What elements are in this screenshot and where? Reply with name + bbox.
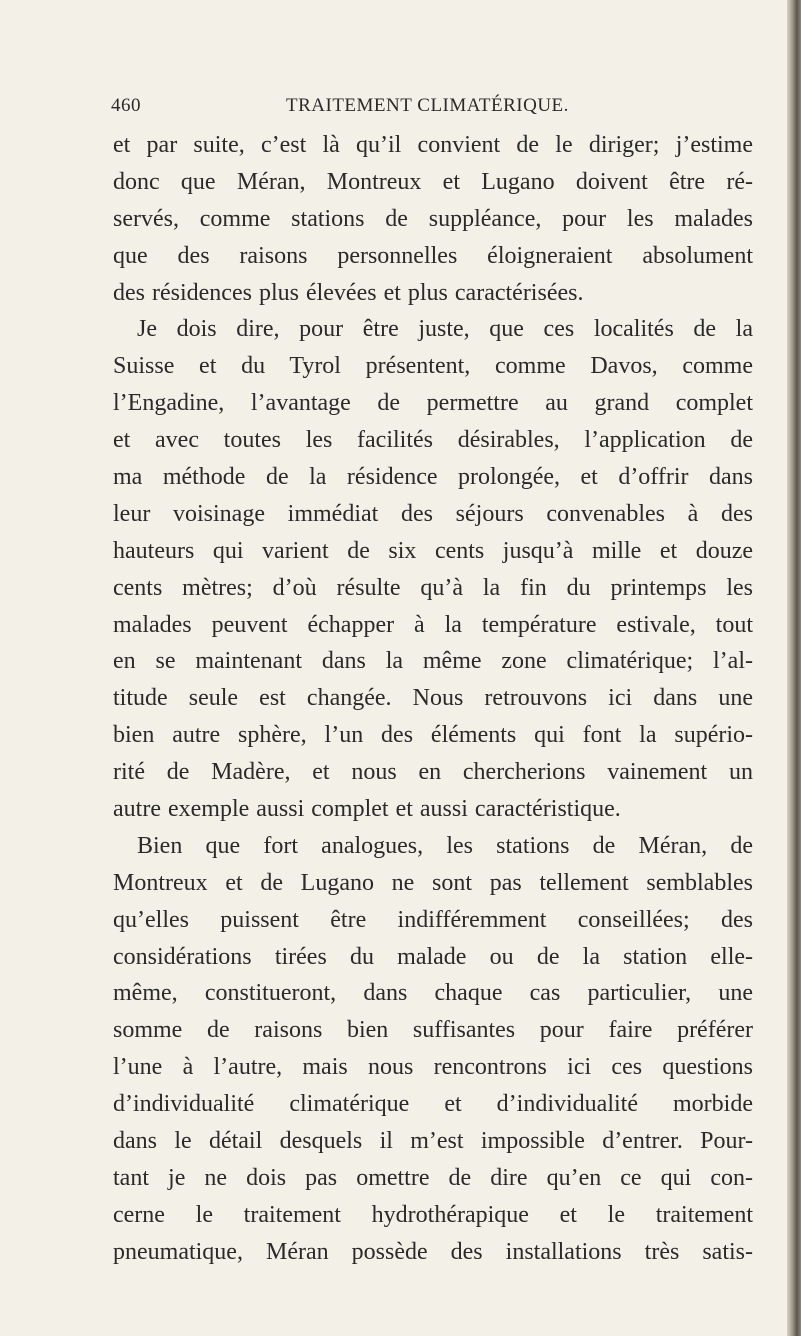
running-title: TRAITEMENT CLIMATÉRIQUE. [286, 95, 569, 116]
text-line: tant je ne dois pas omettre de dire qu’en ce qui con- [113, 1164, 753, 1191]
text-line: que des raisons personnelles éloigneraient absolument [113, 242, 753, 269]
text-line: rité de Madère, et nous en chercherions vainement un [113, 759, 753, 786]
text-line: dans le détail desquels il m’est impossible d’entrer. Pour- [113, 1128, 753, 1155]
text-line: et par suite, c’est là qu’il convient de le diriger; j’estime [113, 132, 753, 158]
text-line: malades peuvent échapper à la température estivale, tout [113, 611, 753, 638]
text-line: en se maintenant dans la même zone climatérique; l’al- [113, 648, 753, 675]
text-line: l’Engadine, l’avantage de permettre au grand complet [113, 390, 753, 417]
page-number: 460 [111, 95, 141, 116]
text-line: donc que Méran, Montreux et Lugano doivent être ré- [113, 168, 753, 195]
text-line: même, constitueront, dans chaque cas particulier, une [113, 980, 753, 1007]
text-line: cerne le traitement hydrothérapique et le traitement [113, 1201, 753, 1228]
text-line: autre exemple aussi complet et aussi caractéristique. [113, 796, 621, 823]
text-line: et avec toutes les facilités désirables, l’application de [113, 427, 753, 454]
text-line: titude seule est changée. Nous retrouvons ici dans une [113, 685, 753, 712]
text-line: hauteurs qui varient de six cents jusqu’à mille et douze [113, 537, 753, 564]
text-line: considérations tirées du malade ou de la station elle- [113, 943, 753, 970]
text-line: somme de raisons bien suffisantes pour faire préférer [113, 1017, 753, 1044]
text-line: Bien que fort analogues, les stations de Méran, de [137, 832, 753, 859]
text-line: Je dois dire, pour être juste, que ces localités de la [137, 316, 753, 343]
text-line: l’une à l’autre, mais nous rencontrons ici ces questions [113, 1054, 753, 1081]
text-line: servés, comme stations de suppléance, pour les malades [113, 205, 753, 232]
text-line: des résidences plus élevées et plus caractérisées. [113, 279, 584, 306]
text-line: pneumatique, Méran possède des installations très satis- [113, 1238, 753, 1265]
text-line: leur voisinage immédiat des séjours convenables à des [113, 500, 753, 527]
page-header [111, 95, 751, 121]
text-line: ma méthode de la résidence prolongée, et d’offrir dans [113, 464, 753, 491]
text-line: Suisse et du Tyrol présentent, comme Davos, comme [113, 353, 753, 380]
text-line: Montreux et de Lugano ne sont pas tellement semblables [113, 869, 753, 896]
body-text [113, 127, 753, 1271]
text-line: qu’elles puissent être indifféremment conseillées; des [113, 906, 753, 933]
text-line: cents mètres; d’où résulte qu’à la fin du printemps les [113, 574, 753, 601]
text-line: d’individualité climatérique et d’individualité morbide [113, 1091, 753, 1118]
page-edge-shadow [787, 0, 801, 1336]
text-line: bien autre sphère, l’un des éléments qui font la supério- [113, 722, 753, 749]
